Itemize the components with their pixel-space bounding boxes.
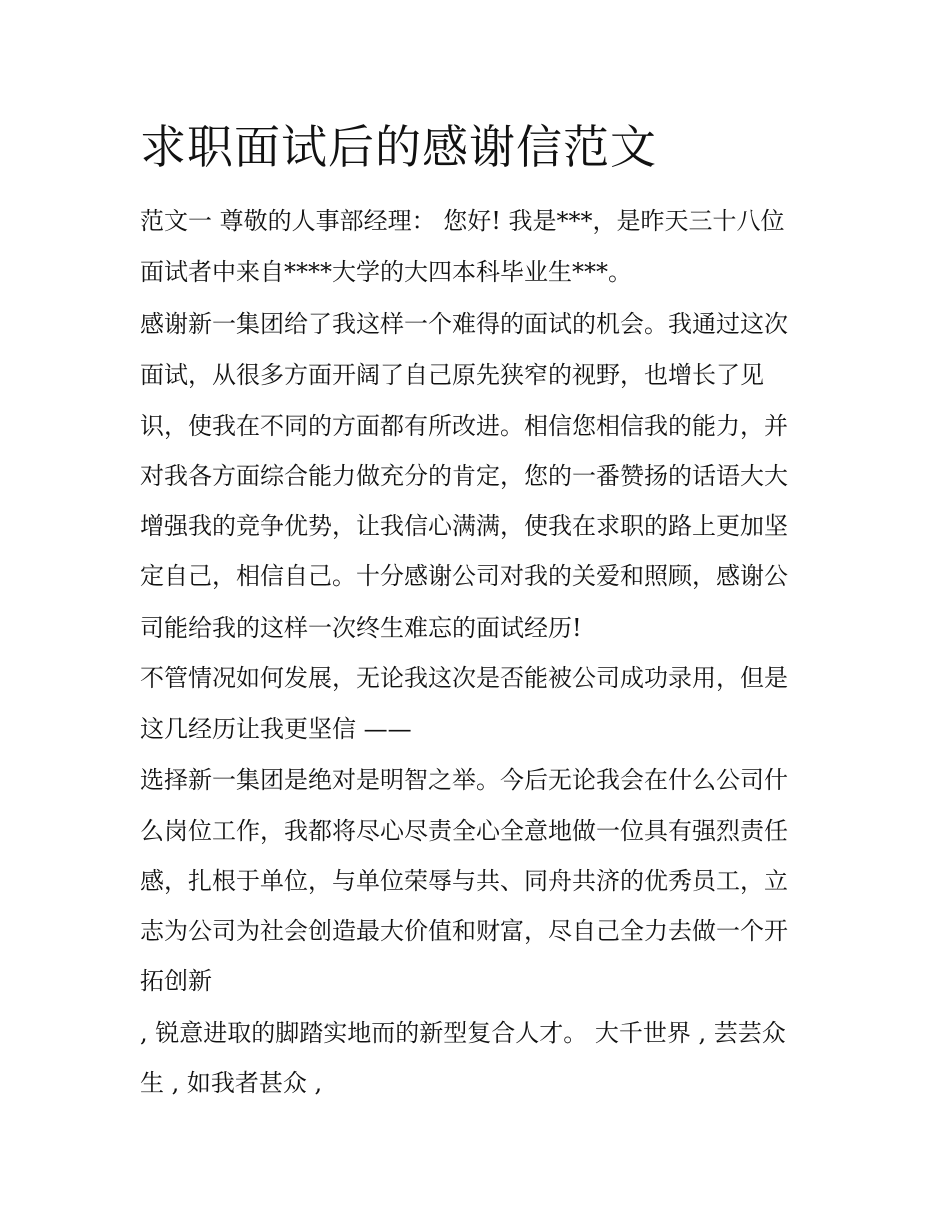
body-line: 面试，从很多方面开阔了自己原先狭窄的视野，也增长了见 <box>140 361 764 389</box>
body-line: 感谢新一集团给了我这样一个难得的面试的机会。我通过这次 <box>140 310 788 338</box>
body-line: 司能给我的这样一次终生难忘的面试经历! <box>140 614 582 642</box>
body-line: 面试者中来自****大学的大四本科毕业生***。 <box>140 258 632 286</box>
body-line: 拓创新 <box>140 967 212 995</box>
body-line: 定自己，相信自己。十分感谢公司对我的关爱和照顾，感谢公 <box>140 562 788 590</box>
document-title: 求职面试后的感谢信范文 <box>140 120 657 174</box>
body-line: 对我各方面综合能力做充分的肯定，您的一番赞扬的话语大大 <box>140 462 788 490</box>
body-line: 识，使我在不同的方面都有所改进。相信您相信我的能力，并 <box>140 412 788 440</box>
body-line: 增强我的竞争优势，让我信心满满，使我在求职的路上更加坚 <box>140 512 788 540</box>
body-line: 不管情况如何发展，无论我这次是否能被公司成功录用，但是 <box>140 664 788 692</box>
body-line: 生 , 如我者甚众 , <box>140 1069 323 1097</box>
body-line: 感，扎根于单位，与单位荣辱与共、同舟共济的优秀员工，立 <box>140 867 788 895</box>
body-line: 这几经历让我更坚信 —— <box>140 715 412 743</box>
body-line: 范文一 尊敬的人事部经理： 您好! 我是***，是昨天三十八位 <box>140 207 785 235</box>
body-line: 选择新一集团是绝对是明智之举。今后无论我会在什么公司什 <box>140 766 788 794</box>
body-line: 志为公司为社会创造最大价值和财富，尽自己全力去做一个开 <box>140 917 788 945</box>
body-line: 么岗位工作，我都将尽心尽责全心全意地做一位具有强烈责任 <box>140 817 788 845</box>
body-line: , 锐意进取的脚踏实地而的新型复合人才。 大千世界 , 芸芸众 <box>140 1019 786 1047</box>
